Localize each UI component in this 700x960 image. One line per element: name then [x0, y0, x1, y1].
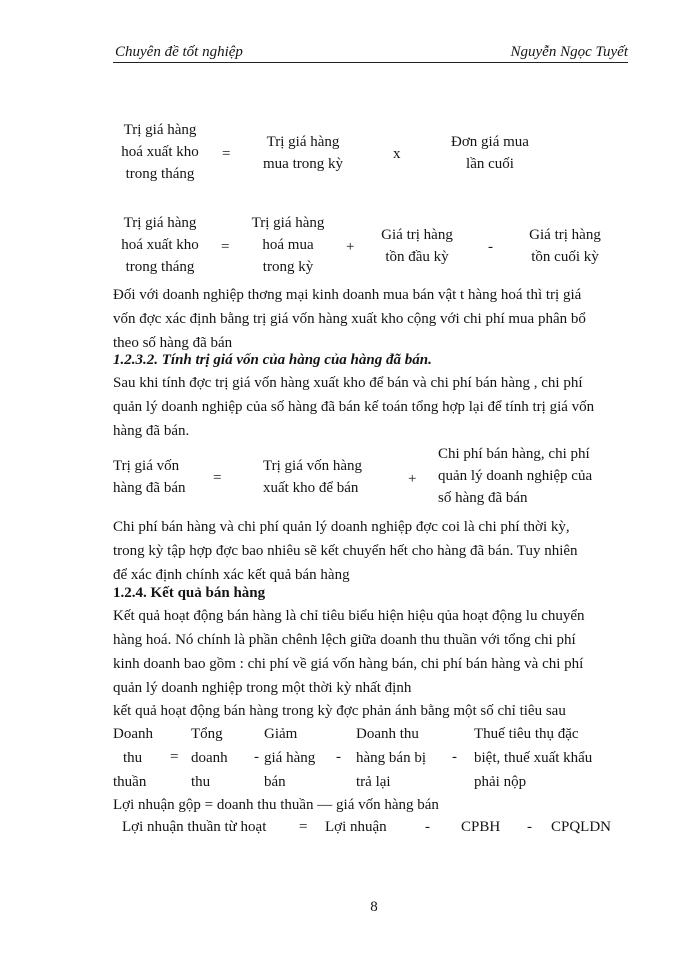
formula-5-term-2: CPBH [461, 819, 501, 835]
page-number: 8 [370, 899, 378, 915]
formula-2-lhs: Trị giá hàng hoá xuất kho trong tháng [121, 215, 199, 275]
formula-2-term-1: Trị giá hàng hoá mua trong kỳ [251, 215, 325, 275]
header-left-title: Chuyên đề tốt nghiệp [115, 44, 243, 60]
formula-3-equals: = [213, 470, 222, 486]
formula-2-equals: = [221, 239, 230, 255]
formula-1-term-1: Trị giá hàng mua trong kỳ [263, 134, 343, 172]
formula-5-term-3: CPQLDN [551, 819, 612, 835]
formula-1-lhs: Trị giá hàng hoá xuất kho trong tháng [121, 122, 199, 182]
formula-3-term-1: Trị giá vốn hàng xuất kho để bán [263, 458, 363, 496]
formula-4-minus-1: - [254, 749, 259, 765]
formula-4-col-2: Tổng doanh thu [191, 726, 228, 790]
formula-5-term-1: Lợi nhuận [325, 819, 387, 835]
loi-nhuan-gop-line: Lợi nhuận gộp = doanh thu thuần — giá vốn hàng bán [113, 797, 439, 813]
header-rule [113, 62, 628, 63]
section-heading-1-2-3-2: 1.2.3.2. Tính trị giá vốn của hàng của hàng đã bán. [113, 352, 432, 368]
formula-3-term-2: Chi phí bán hàng, chi phí quản lý doanh nghiệp của số hàng đã bán [438, 446, 593, 506]
formula-4-col-1: Doanh thu thuần [113, 726, 153, 790]
formula-5-equals: = [299, 819, 308, 835]
formula-4-col-3: Giảm giá hàng bán [264, 726, 316, 790]
paragraph-3: Chi phí bán hàng và chi phí quản lý doanh nghiệp đợc coi là chi phí thời kỳ, trong kỳ tập hợp đợc bao nhiêu sẽ kết chuyển hết cho hàng đã bán. Tuy nhiên để xác định chính xác kết quả bán hàng [113, 519, 578, 583]
formula-5-minus-1: - [425, 819, 430, 835]
formula-5-lhs: Lợi nhuận thuần từ hoạt [122, 819, 267, 835]
formula-2-term-2: Giá trị hàng tồn đầu kỳ [381, 227, 453, 265]
formula-2-term-3: Giá trị hàng tồn cuối kỳ [529, 227, 601, 265]
formula-4-col-5: Thuế tiêu thụ đặc biệt, thuế xuất khẩu phải nộp [474, 726, 593, 790]
paragraph-4: Kết quả hoạt động bán hàng là chỉ tiêu biểu hiện hiệu qủa hoạt động lu chuyển hàng hoá. Nó chính là phần chênh lệch giữa doanh thu thuần với tổng chi phí kinh doanh bao gồm : chi phí về giá vốn hàng bán, chi phí bán hàng và chi phí quản lý doanh nghiệp trong một thời kỳ nhất định [113, 608, 585, 696]
formula-2-plus: + [346, 239, 355, 255]
formula-4-col-4: Doanh thu hàng bán bị trả lại [356, 726, 426, 790]
formula-2-minus: - [488, 239, 493, 255]
formula-1-term-2: Đơn giá mua lần cuối [451, 134, 529, 172]
formula-4-minus-3: - [452, 749, 457, 765]
paragraph-2: Sau khi tính đợc trị giá vốn hàng xuất kho để bán và chi phí bán hàng , chi phí quản lý doanh nghiệp của số hàng đã bán kế toán tổng hợp lại để tính trị giá vốn hàng đã bán. [113, 375, 595, 439]
header-author: Nguyễn Ngọc Tuyết [510, 44, 628, 60]
formula-1-multiply: x [393, 146, 401, 162]
section-heading-1-2-4: 1.2.4. Kết quả bán hàng [113, 585, 266, 601]
formula-4-minus-2: - [336, 749, 341, 765]
formula-1-equals: = [222, 146, 231, 162]
paragraph-1: Đối với doanh nghiệp thơng mại kinh doanh mua bán vật t hàng hoá thì trị giá vốn đợc xác định bằng trị giá vốn hàng xuất kho cộng với chi phí mua phân bổ theo số hàng đã bán [113, 287, 586, 351]
formula-5-minus-2: - [527, 819, 532, 835]
formula-3-plus: + [408, 471, 417, 487]
formula-4-equals: = [170, 749, 179, 765]
formula-3-lhs: Trị giá vốn hàng đã bán [113, 458, 186, 496]
ket-qua-line: kết quả hoạt động bán hàng trong kỳ đợc phản ánh bằng một số chỉ tiêu sau [113, 703, 566, 719]
